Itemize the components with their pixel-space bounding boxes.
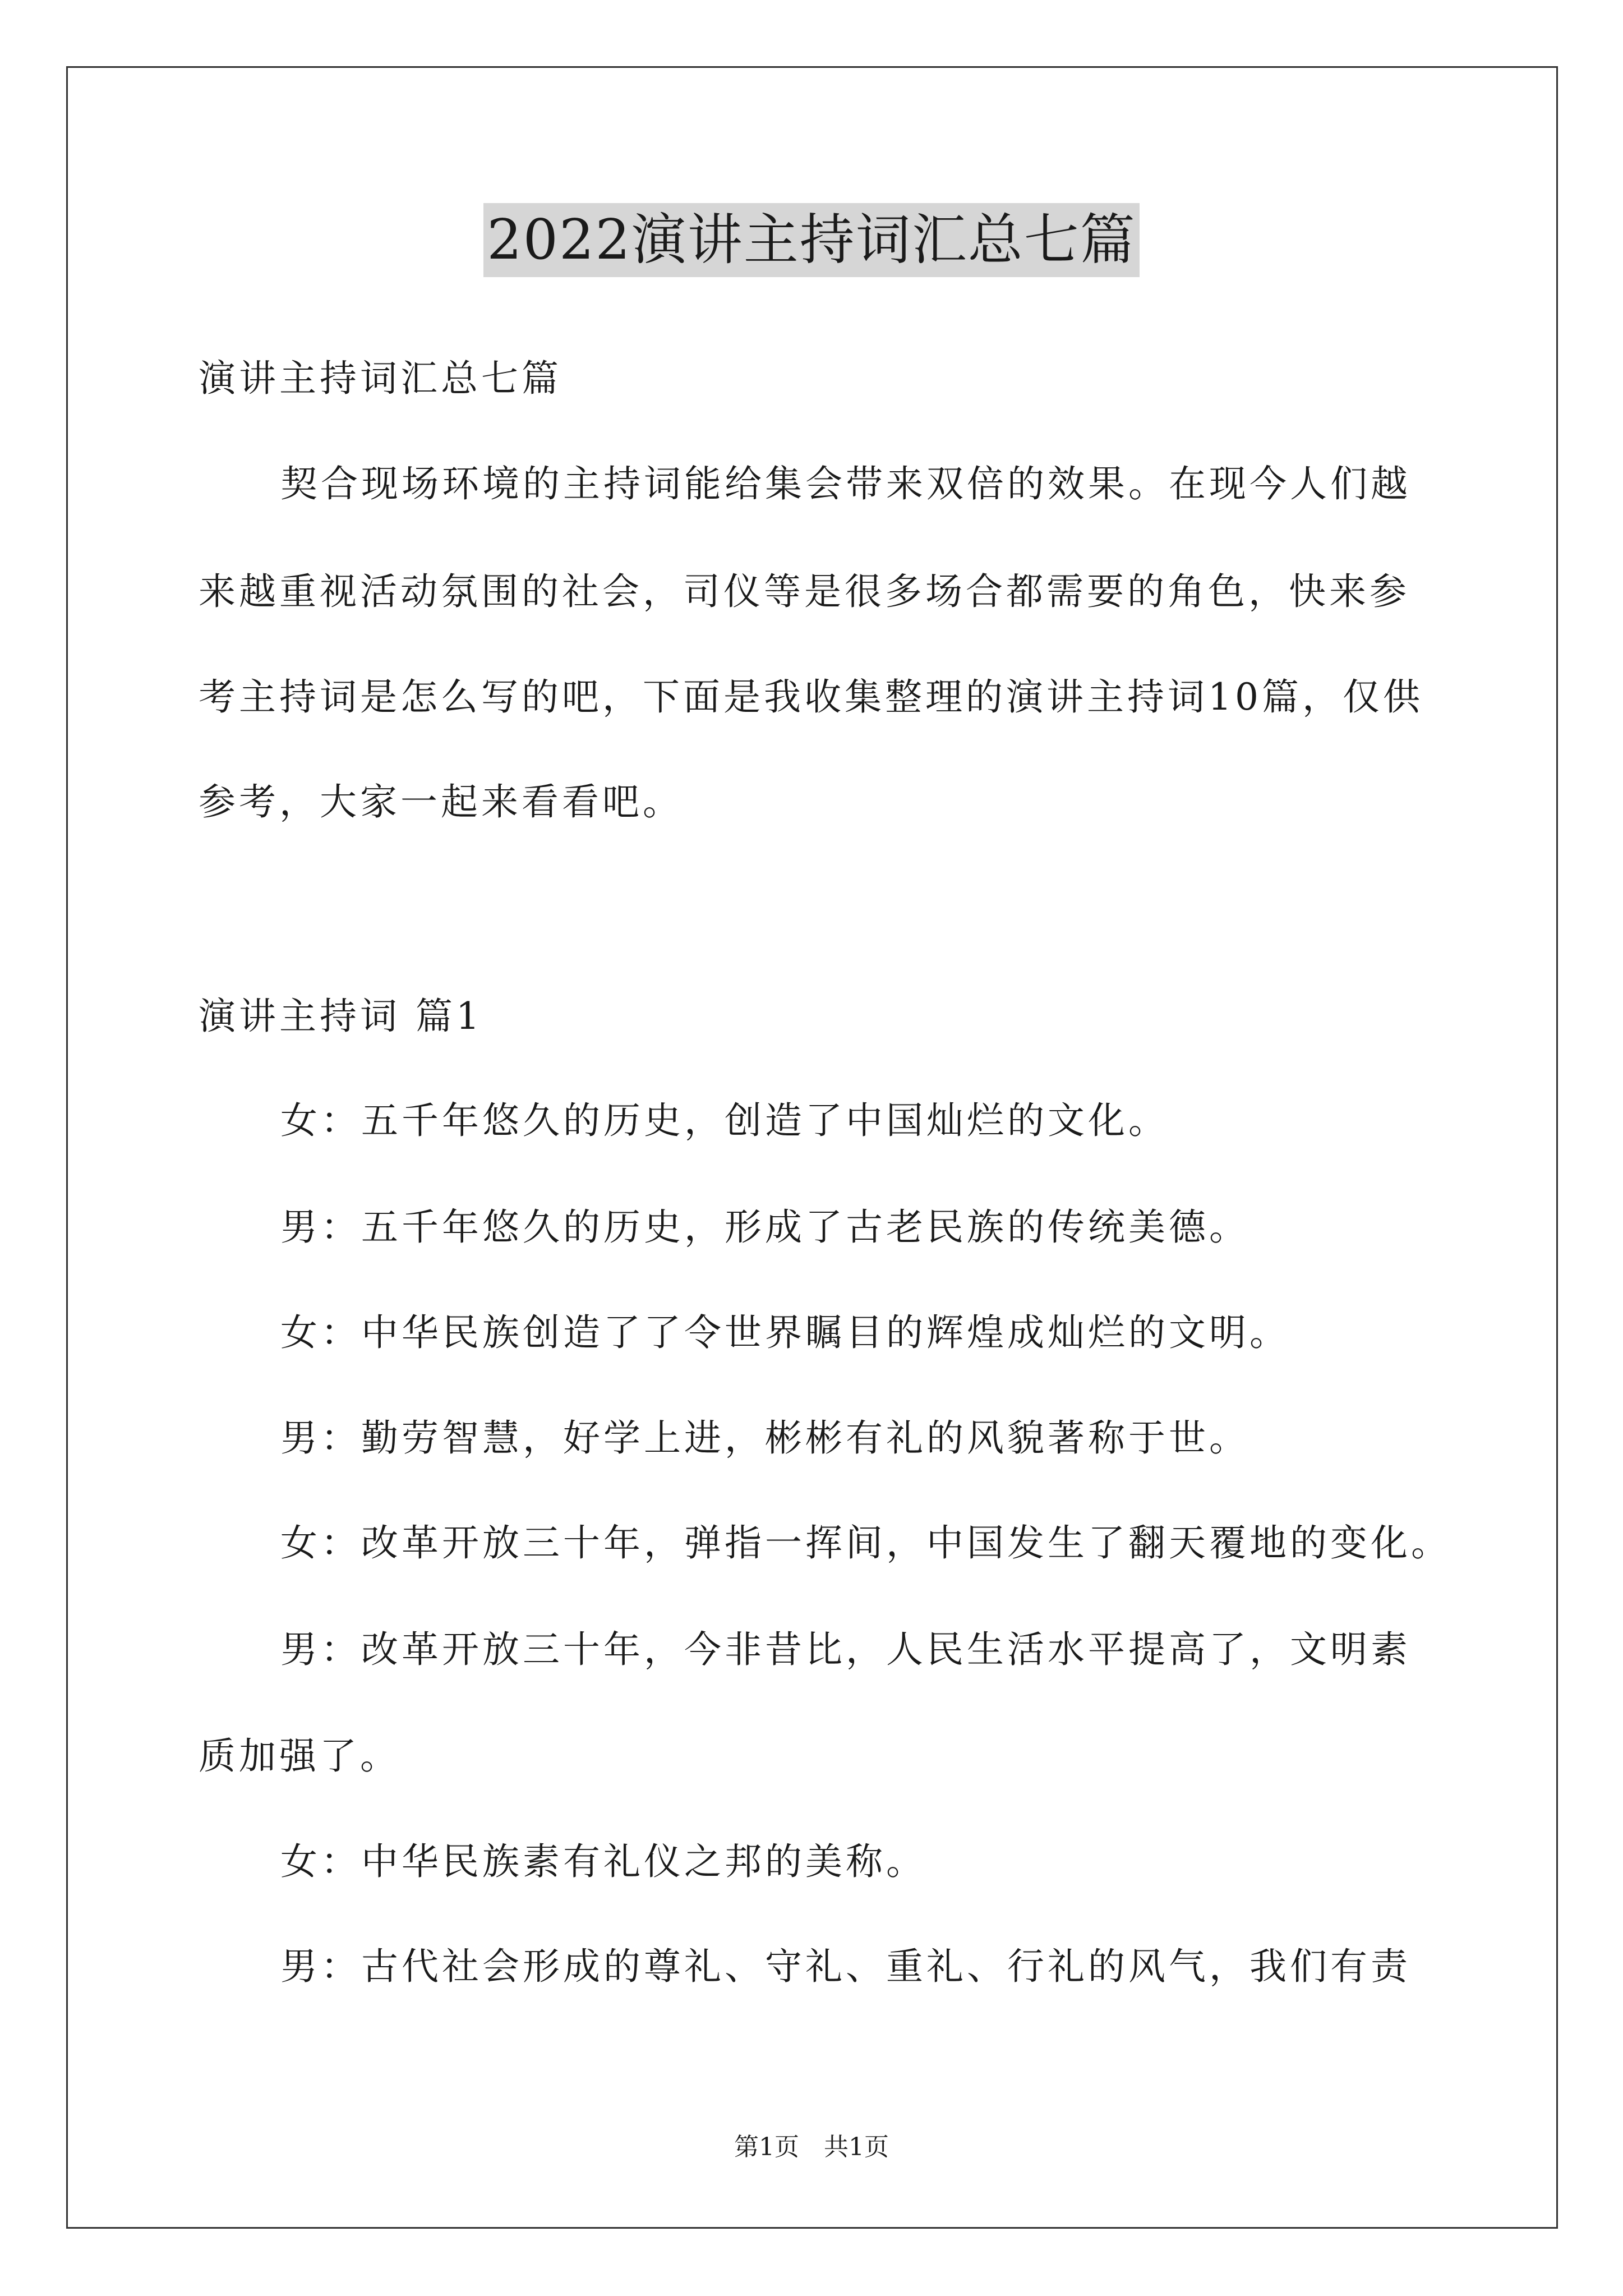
- section-heading: 演讲主持词 篇1: [199, 995, 483, 1038]
- intro-line-2: 来越重视活动氛围的社会，司仪等是很多场合都需要的角色，快来参: [199, 570, 1410, 613]
- dialogue-line-2: 男：五千年悠久的历史，形成了古老民族的传统美德。: [280, 1205, 1249, 1249]
- dialogue-line-4: 男：勤劳智慧，好学上进，彬彬有礼的风貌著称于世。: [280, 1416, 1249, 1460]
- page-total: 共1页: [824, 2133, 889, 2161]
- page-footer: [0, 2131, 1623, 2164]
- intro-line-1: 契合现场环境的主持词能给集会带来双倍的效果。在现今人们越: [280, 462, 1411, 505]
- intro-line-3: 考主持词是怎么写的吧，下面是我收集整理的演讲主持词10篇，仅供: [199, 675, 1423, 719]
- dialogue-line-8: 女：中华民族素有礼仪之邦的美称。: [280, 1840, 926, 1883]
- intro-line-4: 参考，大家一起来看看吧。: [199, 780, 683, 823]
- dialogue-line-9: 男：古代社会形成的尊礼、守礼、重礼、行礼的风气，我们有责: [280, 1945, 1411, 1988]
- dialogue-line-1: 女：五千年悠久的历史，创造了中国灿烂的文化。: [280, 1099, 1169, 1142]
- dialogue-line-6: 男：改革开放三十年，今非昔比，人民生活水平提高了，文明素: [280, 1628, 1411, 1671]
- title-wrap: [0, 203, 1623, 277]
- dialogue-line-3: 女：中华民族创造了了令世界瞩目的辉煌成灿烂的文明。: [280, 1311, 1290, 1354]
- page-current: 第1页: [734, 2133, 799, 2161]
- dialogue-line-7: 质加强了。: [199, 1734, 400, 1778]
- document-subtitle: 演讲主持词汇总七篇: [199, 357, 562, 400]
- dialogue-line-5: 女：改革开放三十年，弹指一挥间，中国发生了翻天覆地的变化。: [280, 1521, 1451, 1565]
- document-title: 2022演讲主持词汇总七篇: [483, 203, 1139, 277]
